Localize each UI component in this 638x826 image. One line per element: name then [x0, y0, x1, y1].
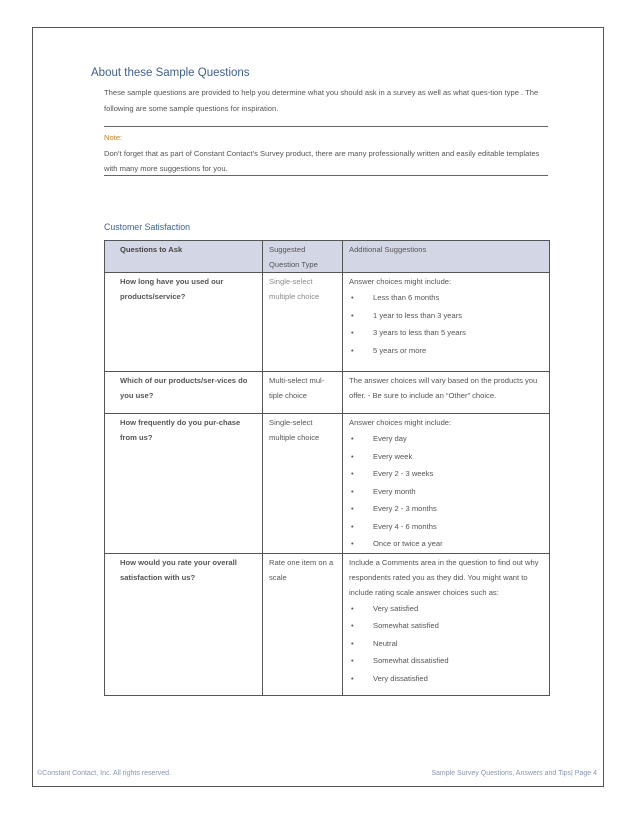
- list-item: • Every day: [349, 430, 543, 448]
- question-type-cell: Rate one item on a scale: [263, 553, 343, 695]
- list-item: • Somewhat dissatisfied: [349, 652, 543, 670]
- table-row: [105, 273, 550, 372]
- answer-list: [349, 430, 543, 553]
- bullet-glyph: •: [351, 486, 354, 496]
- bullet-glyph: •: [351, 310, 354, 320]
- note-bottom-rule: [104, 175, 548, 176]
- list-item: • Less than 6 months: [349, 289, 543, 307]
- suggestion-text: Answer choices might include:: [349, 418, 452, 427]
- bullet-glyph: •: [351, 521, 354, 531]
- bullet-glyph: •: [351, 621, 354, 630]
- list-item: • 5 years or more: [349, 342, 543, 360]
- table-row: [105, 414, 550, 554]
- bullet-glyph: •: [351, 603, 354, 613]
- bullet-glyph: •: [351, 504, 354, 513]
- suggestion-text: Answer choices might include:: [349, 277, 452, 286]
- list-item: • Every week: [349, 448, 543, 466]
- list-item: • Neutral: [349, 635, 543, 653]
- bullet-glyph: •: [351, 328, 354, 337]
- header-suggestions: Additional Suggestions: [343, 241, 550, 273]
- note-top-rule: [104, 126, 548, 127]
- bullet-glyph: •: [351, 434, 354, 443]
- suggestion-cell: [343, 273, 550, 372]
- bullet-glyph: •: [351, 673, 354, 683]
- bullet-glyph: •: [351, 469, 354, 478]
- question-cell: How would you rate your overall satisfaction with us?: [105, 553, 263, 695]
- list-item: • Every 2 - 3 weeks: [349, 465, 543, 483]
- bullet-glyph: •: [351, 345, 354, 355]
- question-type-cell: Multi-select mul-tiple choice: [263, 372, 343, 414]
- footer-page-label: Sample Survey Questions, Answers and Tips| Page 4: [431, 770, 597, 777]
- note-label: Note:: [104, 133, 123, 142]
- question-cell: How long have you used our products/service?: [105, 273, 263, 372]
- question-type-cell: Single-select multiple choice: [263, 273, 343, 372]
- question-cell: How frequently do you pur-chase from us?: [105, 414, 263, 554]
- suggestion-cell: The answer choices will vary based on the products you offer. - Be sure to include an “Other” choice.: [343, 372, 550, 414]
- list-item: • Very satisfied: [349, 600, 543, 618]
- table-row: [105, 553, 550, 695]
- suggestion-cell: [343, 414, 550, 554]
- table-header-row: [105, 241, 550, 273]
- note-box: [104, 130, 548, 177]
- question-type-cell: Single-select multiple choice: [263, 414, 343, 554]
- suggestion-cell: [343, 553, 550, 695]
- bullet-glyph: •: [351, 638, 354, 648]
- bullet-glyph: •: [351, 656, 354, 665]
- bullet-glyph: •: [351, 539, 354, 548]
- header-question-type: Suggested Question Type: [263, 241, 343, 273]
- answer-list: [349, 289, 543, 359]
- table-title: Customer Satisfaction: [104, 222, 191, 232]
- section-title: About these Sample Questions: [91, 67, 250, 79]
- table-row: [105, 372, 550, 414]
- list-item: • Somewhat satisfied: [349, 617, 543, 635]
- list-item: • 3 years to less than 5 years: [349, 324, 543, 342]
- footer-copyright: ©Constant Contact, Inc. All rights reserved.: [37, 770, 171, 777]
- list-item: • Very dissatisfied: [349, 670, 543, 688]
- bullet-glyph: •: [351, 293, 354, 302]
- list-item: • 1 year to less than 3 years: [349, 307, 543, 325]
- intro-paragraph: These sample questions are provided to help you determine what you should ask in a survey as well as what ques-tion type . The following are some sample questions for inspiration.: [104, 88, 539, 113]
- list-item: • Every 2 - 3 months: [349, 500, 543, 518]
- bullet-glyph: •: [351, 451, 354, 461]
- note-text: Don’t forget that as part of Constant Contact’s Survey product, there are many professionally written and easily editable templates with many more suggestions for you.: [104, 148, 540, 173]
- list-item: • Every month: [349, 483, 543, 501]
- list-item: • Once or twice a year: [349, 535, 543, 553]
- suggestion-text: Include a Comments area in the question to find out why respondents rated you as they did. You might want to include rating scale answer choices such as:: [349, 557, 539, 597]
- questions-table: [104, 240, 550, 696]
- answer-list: [349, 600, 543, 688]
- header-questions: Questions to Ask: [105, 241, 263, 273]
- list-item: • Every 4 - 6 months: [349, 518, 543, 536]
- question-cell: Which of our products/ser-vices do you use?: [105, 372, 263, 414]
